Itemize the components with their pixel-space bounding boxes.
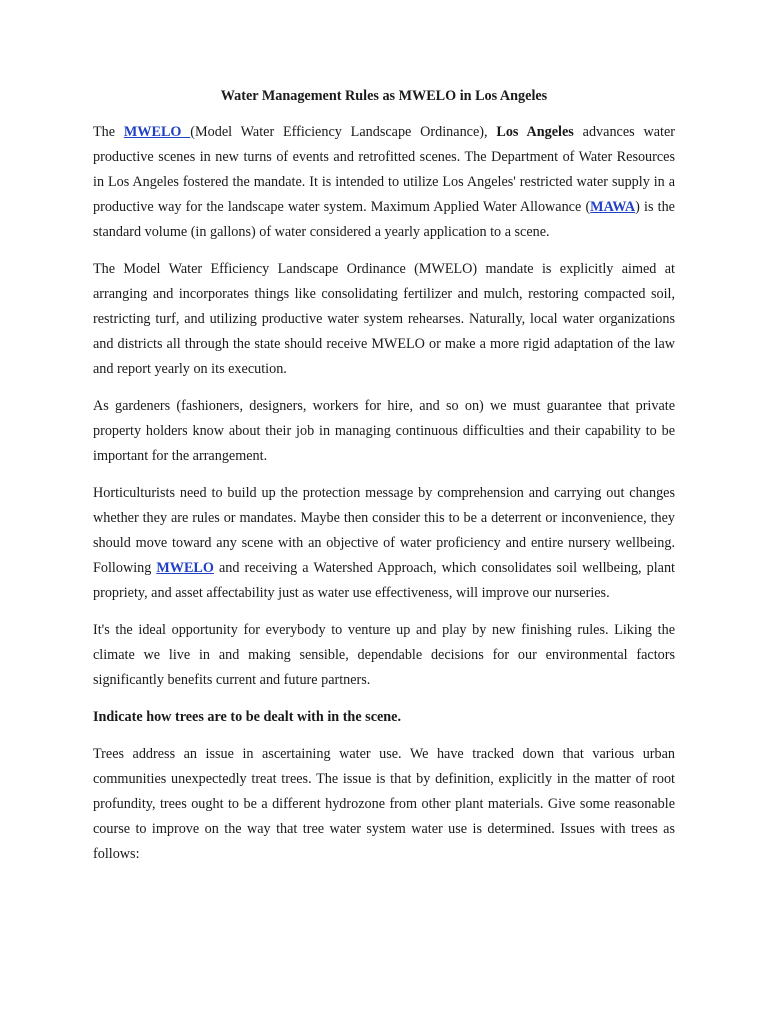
paragraph-text: The <box>93 124 124 140</box>
paragraph-text: and receiving a Watershed Approach, which consolidates soil wellbeing, plant propriety, and asset affectability just as water use effectiveness, will improve our nurseries. <box>93 560 675 601</box>
mwelo-link-2[interactable]: MWELO <box>156 560 214 576</box>
paragraph-intro <box>93 120 675 245</box>
mawa-link[interactable]: MAWA <box>590 199 636 215</box>
paragraph-opportunity: It's the ideal opportunity for everybody to venture up and play by new finishing rules. Liking the climate we live in and making sensible, dependable decisions for our environmental factors significantly benefits current and future partners. <box>93 622 675 688</box>
section-heading-trees: Indicate how trees are to be dealt with in the scene. <box>93 709 402 725</box>
paragraph-text: ) is the standard volume (in gallons) of water considered a yearly application to a scene. <box>93 199 675 240</box>
paragraph-trees: Trees address an issue in ascertaining water use. We have tracked down that various urban communities unexpectedly treat trees. The issue is that by definition, explicitly in the matter of root profundity, trees ought to be a different hydrozone from other plant materials. Give some reasonable course to improve on the way that tree water system water use is determined. Issues with trees as follows: <box>93 746 675 862</box>
paragraph-text: (Model Water Efficiency Landscape Ordinance), <box>190 124 497 140</box>
document-page <box>93 84 675 879</box>
document-title: Water Management Rules as MWELO in Los Angeles <box>220 88 548 104</box>
paragraph-text: Horticulturists need to build up the protection message by comprehension and carrying out changes whether they are rules or mandates. Maybe then consider this to be a deterrent or inconvenience, they should move toward any scene with an objective of water proficiency and entire nursery wellbeing. Following <box>93 485 675 576</box>
mwelo-link[interactable]: MWELO <box>123 124 191 140</box>
paragraph-horticulturists <box>93 481 675 606</box>
paragraph-gardeners: As gardeners (fashioners, designers, workers for hire, and so on) we must guarantee that private property holders know about their job in managing continuous difficulties and their capability to be important for the arrangement. <box>93 398 675 464</box>
los-angeles-bold: Los Angeles <box>496 124 574 140</box>
paragraph-text: advances water productive scenes in new turns of events and retrofitted scenes. The Department of Water Resources in Los Angeles fostered the mandate. It is intended to utilize Los Angeles' restricted water supply in a productive way for the landscape water system. Maximum Applied Water Allowance ( <box>93 124 675 215</box>
paragraph-mwelo-mandate: The Model Water Efficiency Landscape Ordinance (MWELO) mandate is explicitly aimed at arranging and incorporates things like consolidating fertilizer and mulch, restoring compacted soil, restricting turf, and utilizing productive water system rehearses. Naturally, local water organizations and districts all through the state should receive MWELO or make a more rigid adaptation of the law and report yearly on its execution. <box>93 261 675 377</box>
